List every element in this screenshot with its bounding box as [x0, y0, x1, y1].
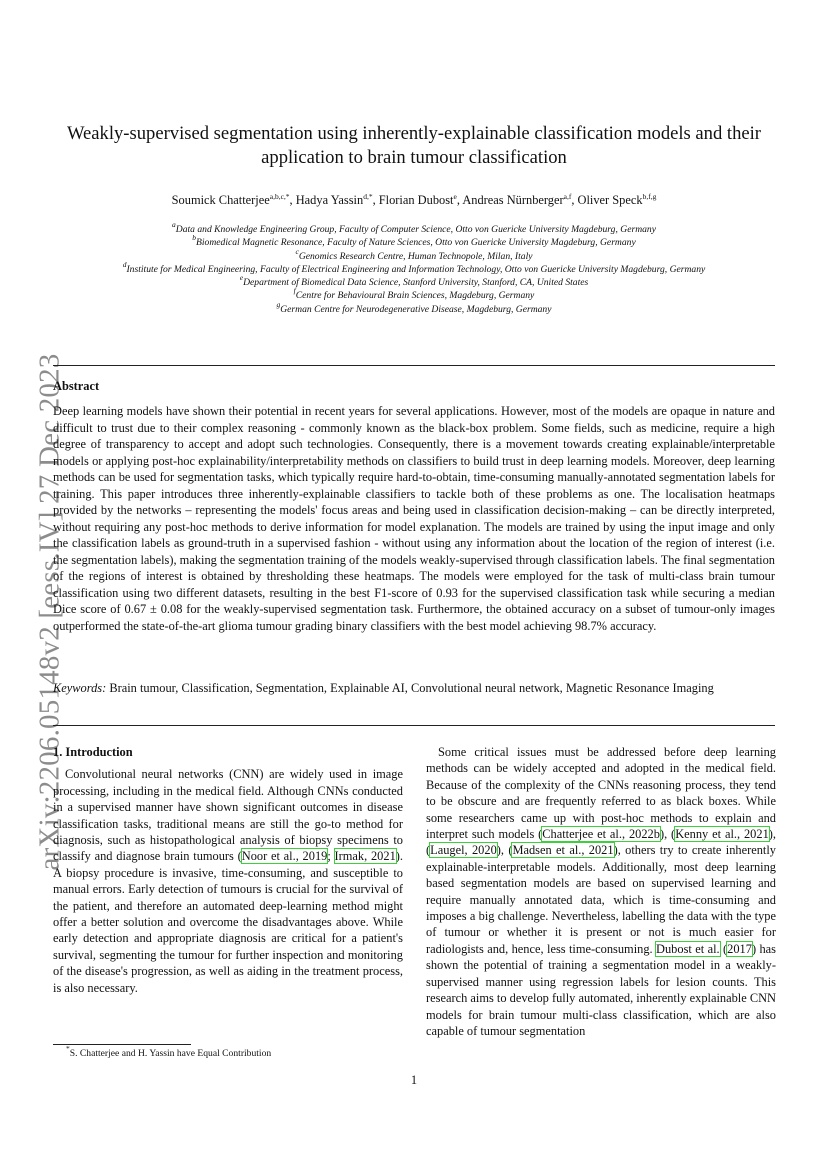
citation-link-kenny[interactable]: Kenny et al., 2021 [675, 827, 769, 842]
paragraph-text: ). A biopsy procedure is invasive, time-consuming, and susceptible to manual errors. Early detection of tumours is crucial for the survival of the patient, and therefore an automated deep-learning method might offer a better solution and overcome the disadvantages above. While early detection and appropriate diagnosis are critical for a patient's survival, segmenting the tumour for further inspection and monitoring of the disease's progression, as well as aiding in the treatment process, is also necessary. [53, 849, 403, 995]
affiliation [40, 299, 788, 316]
affiliation [40, 273, 788, 289]
abstract-heading: Abstract [53, 379, 100, 393]
affiliation-marker: b [192, 233, 197, 243]
affiliation [40, 246, 788, 263]
author-name: Hadya Yassin [295, 193, 364, 207]
intro-paragraph [426, 744, 776, 1039]
author-affiliation-marker: a,f [563, 192, 572, 201]
right-column [426, 744, 776, 1039]
affiliation [40, 286, 788, 302]
affiliation-marker: c [295, 246, 299, 256]
footnote-text: S. Chatterjee and H. Yassin have Equal Contribution [69, 1048, 272, 1059]
paragraph-text: ), ( [496, 843, 513, 858]
abstract-text: Deep learning models have shown their potential in recent years for several applications. However, most of the models are opaque in nature and difficult to trust due to their complex reasoning - commonly known as the black-box problem. Some fields, such as medicine, require a high degree of transparency to accept and adopt such technologies. Consequently, there is a movement towards creating explainable/interpretable models or applying post-hoc explainability/interpretability methods on classifiers to build trust in deep learning models. Moreover, deep learning methods can be used for segmentation tasks, which typically require hard-to-obtain, time-consuming manually-annotated segmentation labels for training. This paper introduces three inherently-explainable classifiers to tackle both of these problems as one. The localisation heatmaps provided by the networks – representing the models' focus areas and being used in classification decision-making – can be directly interpreted, without requiring any post-hoc methods to derive information for model explanation. The models are trained by using the input image and only the classification labels as ground-truth in a supervised fashion - without using any information about the location of the region of interest (i.e. the segmentation labels), making the segmentation training of the models weakly-supervised through classification labels. The final segmentation of the regions of interest is obtained by thresholding these heatmaps. The models were employed for the task of multi-class brain tumour classification using two different datasets, resulting in the best F1-score of 0.93 for the supervised classification task while securing a median Dice score of 0.67 ± 0.08 for the weakly-supervised segmentation task. Furthermore, the obtained accuracy on a subset of tumour-only images outperformed the state-of-the-art glioma tumour grading binary classifiers with the best model achieving 98.7% accuracy. [53, 404, 775, 633]
affiliation-marker: f [293, 286, 296, 296]
affiliation-text: Department of Biomedical Data Science, Stanford University, Stanford, CA, United States [243, 277, 589, 289]
affiliation-text: Biomedical Magnetic Resonance, Faculty of Nature Sciences, Otto von Guericke University Magdeburg, Germany [196, 237, 636, 249]
paragraph-text: ), ( [659, 827, 676, 842]
paragraph-text: ) has shown the potential of training a segmentation model in a weakly-supervised manner using regression labels for lesion counts. This research aims to develop fully automated, inherently explainable CNN models for brain tumour multi-class classification, which are also capable of tumour segmentation [426, 941, 776, 1038]
author-affiliation-marker: a,b,c,* [269, 192, 290, 201]
author-affiliation-marker: d,* [363, 192, 373, 201]
section-heading: 1. Introduction [53, 745, 133, 759]
paragraph-text: Some critical issues must be addressed before deep learning methods can be widely accepted and adopted in the medical field. Because of the complexity of the CNNs reasoning process, they tend to be obscure and are frequently referred to as black boxes. While some researchers came up with post-hoc methods to explain and interpret such models ( [426, 745, 776, 842]
author-name: Andreas Nürnberger [462, 193, 564, 207]
page-number: 1 [410, 1073, 418, 1087]
left-column [53, 744, 403, 996]
keywords [53, 680, 775, 697]
citation-link-madsen[interactable]: Madsen et al., 2021 [512, 843, 614, 858]
author-name: Florian Dubost [378, 193, 454, 207]
intro-paragraph [53, 766, 403, 996]
footnote-rule [53, 1044, 191, 1045]
keywords-text: Brain tumour, Classification, Segmentation, Explainable AI, Convolutional neural network, Magnetic Resonance Imaging [109, 681, 714, 695]
paragraph-text: Convolutional neural networks (CNN) are widely used in image processing, including in the medical field. Although CNNs conducted in a supervised manner have shown significant outcomes in disease classification tasks, traditional means are still the go-to method for diagnosis, such as histopathological analysis of biopsy specimens to classify and diagnose brain tumours ( [53, 767, 403, 864]
citation-link-irmak[interactable]: Irmak, 2021 [334, 849, 396, 864]
abstract-top-rule [53, 365, 775, 366]
footnote-marker: * [66, 1044, 70, 1053]
footnote [66, 1044, 272, 1060]
affiliation-text: Centre for Behavioural Brain Sciences, Magdeburg, Germany [295, 290, 535, 302]
affiliation-marker: d [122, 259, 127, 269]
paragraph-text: ; [327, 849, 335, 864]
affiliation [40, 233, 788, 249]
paragraph-text: ( [719, 941, 728, 956]
affiliation-list [40, 220, 788, 316]
affiliation-text: Institute for Medical Engineering, Faculty of Electrical Engineering and Information Technology, Otto von Guericke University Magdeburg, Germany [126, 263, 706, 275]
author-affiliation-marker: e [453, 192, 457, 201]
paragraph-text: ), others try to create inherently explainable-interpretable models. Additionally, most deep learning based segmentation models are based on supervised learning and require manually annotated data, which is time-consuming and imposes a big challenge. Nevertheless, labelling the data with the type of tumour or whether it is present or not is much easier for radiologists and, hence, less time-consuming. [426, 843, 776, 956]
author-list: Soumick Chatterjee$^{a,b,c,*}$, Hadya Yassin$^{d,*}$, Florian Dubost$^e$, Andreas Nürnberger$^{a,f}$, Oliver Speck$^{b,f,g}$ [171, 192, 657, 207]
paper-title: Weakly-supervised segmentation using inherently-explainable classification models and their application to brain tumour classification [66, 123, 761, 168]
abstract-bottom-rule [53, 725, 775, 726]
paragraph-text: ), ( [426, 827, 776, 858]
affiliation [40, 220, 788, 236]
author-affiliation-marker: b,f,g [642, 192, 657, 201]
affiliation [40, 259, 788, 276]
citation-link-laugel[interactable]: Laugel, 2020 [430, 843, 497, 858]
arxiv-identifier: arXiv:2206.05148v2 [eess.IV] 27 Dec 2023 [33, 353, 66, 871]
citation-link-noor[interactable]: Noor et al., 2019 [241, 849, 328, 864]
citation-link-dubost-year[interactable]: 2017 [727, 941, 752, 956]
affiliation-text: German Centre for Neurodegenerative Disease, Magdeburg, Germany [280, 303, 552, 315]
author-name: Soumick Chatterjee [171, 193, 270, 207]
affiliation-marker: g [276, 299, 281, 309]
citation-link-dubost-name[interactable]: Dubost et al. [656, 941, 720, 956]
author-name: Oliver Speck [577, 193, 643, 207]
keywords-label: Keywords: [53, 681, 107, 695]
affiliation-marker: e [239, 273, 244, 283]
affiliation-text: Data and Knowledge Engineering Group, Faculty of Computer Science, Otto von Guericke University Magdeburg, Germany [175, 224, 656, 235]
affiliation-marker: a [172, 220, 176, 229]
affiliation-text: Genomics Research Centre, Human Technopole, Milan, Italy [298, 250, 533, 262]
citation-link-chatterjee[interactable]: Chatterjee et al., 2022b [542, 827, 660, 842]
